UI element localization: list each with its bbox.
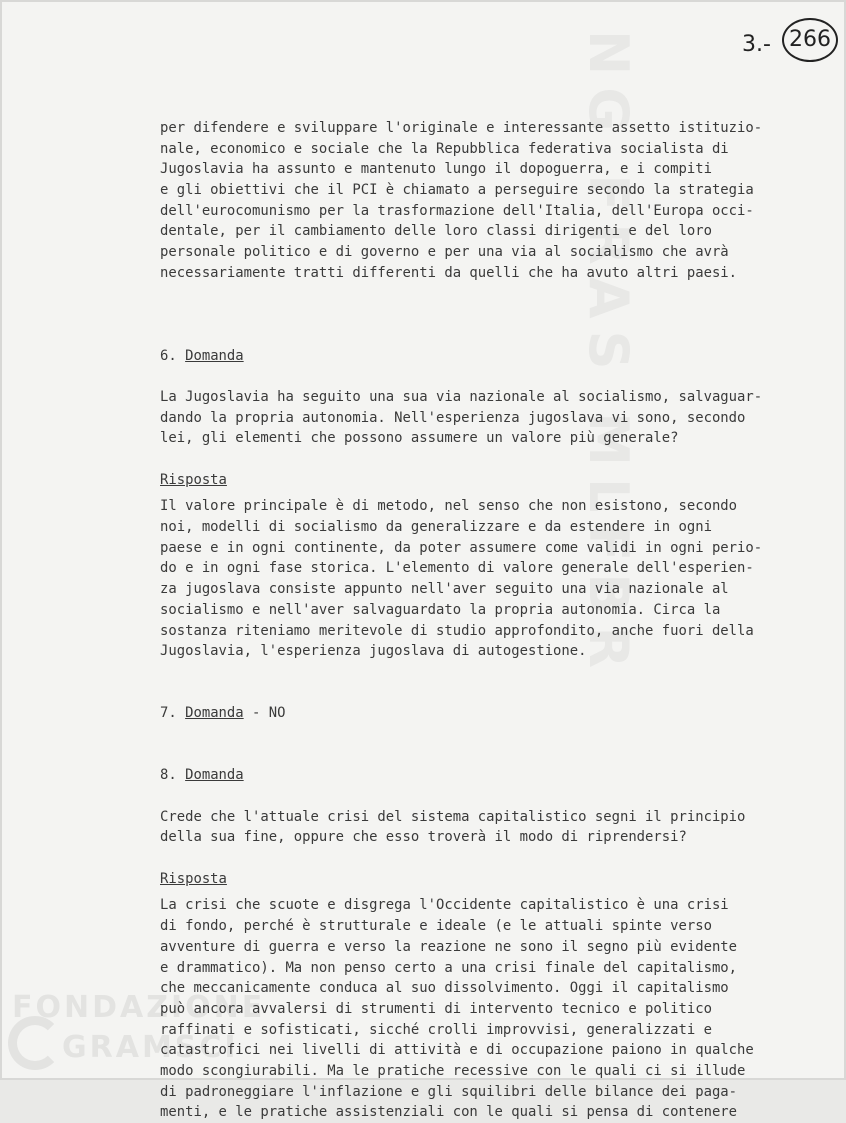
q8-answer (160, 895, 760, 1123)
text-line: modo scongiurabili. Ma le pratiche recessive con le quali ci si illude (160, 1062, 746, 1079)
page-number-circled: 266 (782, 18, 838, 62)
q6-answer (160, 496, 763, 662)
text-line: e drammatico). Ma non penso certo a una crisi finale del capitalismo, (160, 959, 738, 976)
text-line: paese e in ogni continente, da poter assumere come validi in ogni perio- (160, 539, 763, 556)
q8-number: 8. (160, 767, 177, 784)
intro-paragraph (160, 118, 763, 284)
text-line: Il valore principale è di metodo, nel senso che non esistono, secondo (160, 498, 738, 515)
q8-heading (160, 765, 760, 786)
page-number (738, 18, 838, 68)
text-line: za jugoslava consiste appunto nell'aver seguito una via nazionale al (160, 581, 729, 598)
q8-answer-label: Risposta (160, 870, 227, 887)
text-line: personale politico e di governo e per una via al socialismo che avrà (160, 244, 729, 261)
text-line: necessariamente tratti differenti da quelli che ha avuto altri paesi. (160, 264, 738, 281)
text-line: socialismo e nell'aver salvaguardato la propria autonomia. Circa la (160, 601, 721, 618)
text-line: di fondo, perché è strutturale e ideale (e le attuali spinte verso (160, 918, 712, 935)
q8-heading-label: Domanda (185, 767, 244, 784)
text-line: La Jugoslavia ha seguito una sua via nazionale al socialismo, salvaguar- (160, 388, 763, 405)
q6-heading-label: Domanda (185, 347, 244, 364)
text-line: avventure di guerra e verso la reazione ne sono il segno più evidente (160, 938, 738, 955)
q6-answer-heading (160, 470, 760, 491)
text-line: do e in ogni fase storica. L'elemento di valore generale dell'esperien- (160, 560, 754, 577)
page-number-prefix: 3.- (742, 32, 771, 57)
text-line: Jugoslavia ha assunto e mantenuto lungo il dopoguerra, e i compiti (160, 161, 712, 178)
logo-line-2: GRAMSCI (62, 1030, 239, 1065)
q7-number: 7. (160, 705, 177, 722)
text-line: noi, modelli di socialismo da generalizzare e da estendere in ogni (160, 519, 712, 536)
text-line: nale, economico e sociale che la Repubblica federativa socialista di (160, 140, 729, 157)
text-line: della sua fine, oppure che esso troverà il modo di riprendersi? (160, 829, 687, 846)
q6-heading (160, 346, 760, 367)
logo-g-mark (8, 1016, 62, 1070)
text-line: per difendere e sviluppare l'originale e interessante assetto istituzio- (160, 120, 763, 136)
q7-suffix: - NO (243, 705, 286, 722)
q6-number: 6. (160, 347, 177, 364)
q8-question (160, 807, 760, 848)
text-line: catastrofici nei livelli di attività e di occupazione paiono in qualche (160, 1042, 754, 1059)
logo-line-1: FONDAZIONE (12, 990, 266, 1025)
text-line: e gli obiettivi che il PCI è chiamato a perseguire secondo la strategia (160, 182, 754, 199)
text-line: lei, gli elementi che possono assumere un valore più generale? (160, 430, 679, 447)
text-line: può ancora avvalersi di strumenti di intervento tecnico e politico (160, 1000, 712, 1017)
q7-heading (160, 703, 760, 724)
text-line: che meccanicamente conduca al suo dissolvimento. Oggi il capitalismo (160, 980, 729, 997)
q6-question (160, 387, 763, 449)
text-line: dando la propria autonomia. Nell'esperienza jugoslava vi sono, secondo (160, 409, 746, 426)
text-line: sostanza riteniamo meritevole di studio approfondito, anche fuori della (160, 622, 754, 639)
document-body (160, 118, 763, 1123)
q6-answer-label: Risposta (160, 471, 227, 488)
text-line: di padroneggiare l'inflazione e gli squilibri delle bilance dei paga- (160, 1083, 738, 1100)
text-line: Crede che l'attuale crisi del sistema capitalistico segni il principio (160, 808, 746, 825)
text-line: La crisi che scuote e disgrega l'Occidente capitalistico è una crisi (160, 897, 729, 914)
q8-answer-heading (160, 869, 760, 890)
archive-watermark: NG FRAS MLFBR (577, 30, 640, 681)
text-line: dentale, per il cambiamento delle loro classi dirigenti e del loro (160, 223, 712, 240)
text-line: raffinati e sofisticati, sicché crolli improvvisi, generalizzati e (160, 1021, 712, 1038)
text-line: dell'eurocomunismo per la trasformazione dell'Italia, dell'Europa occi- (160, 202, 754, 219)
text-line: Jugoslavia, l'esperienza jugoslava di autogestione. (160, 643, 587, 660)
q7-heading-label: Domanda (185, 705, 244, 722)
text-line: menti, e le pratiche assistenziali con le quali si pensa di contenere (160, 1104, 738, 1121)
